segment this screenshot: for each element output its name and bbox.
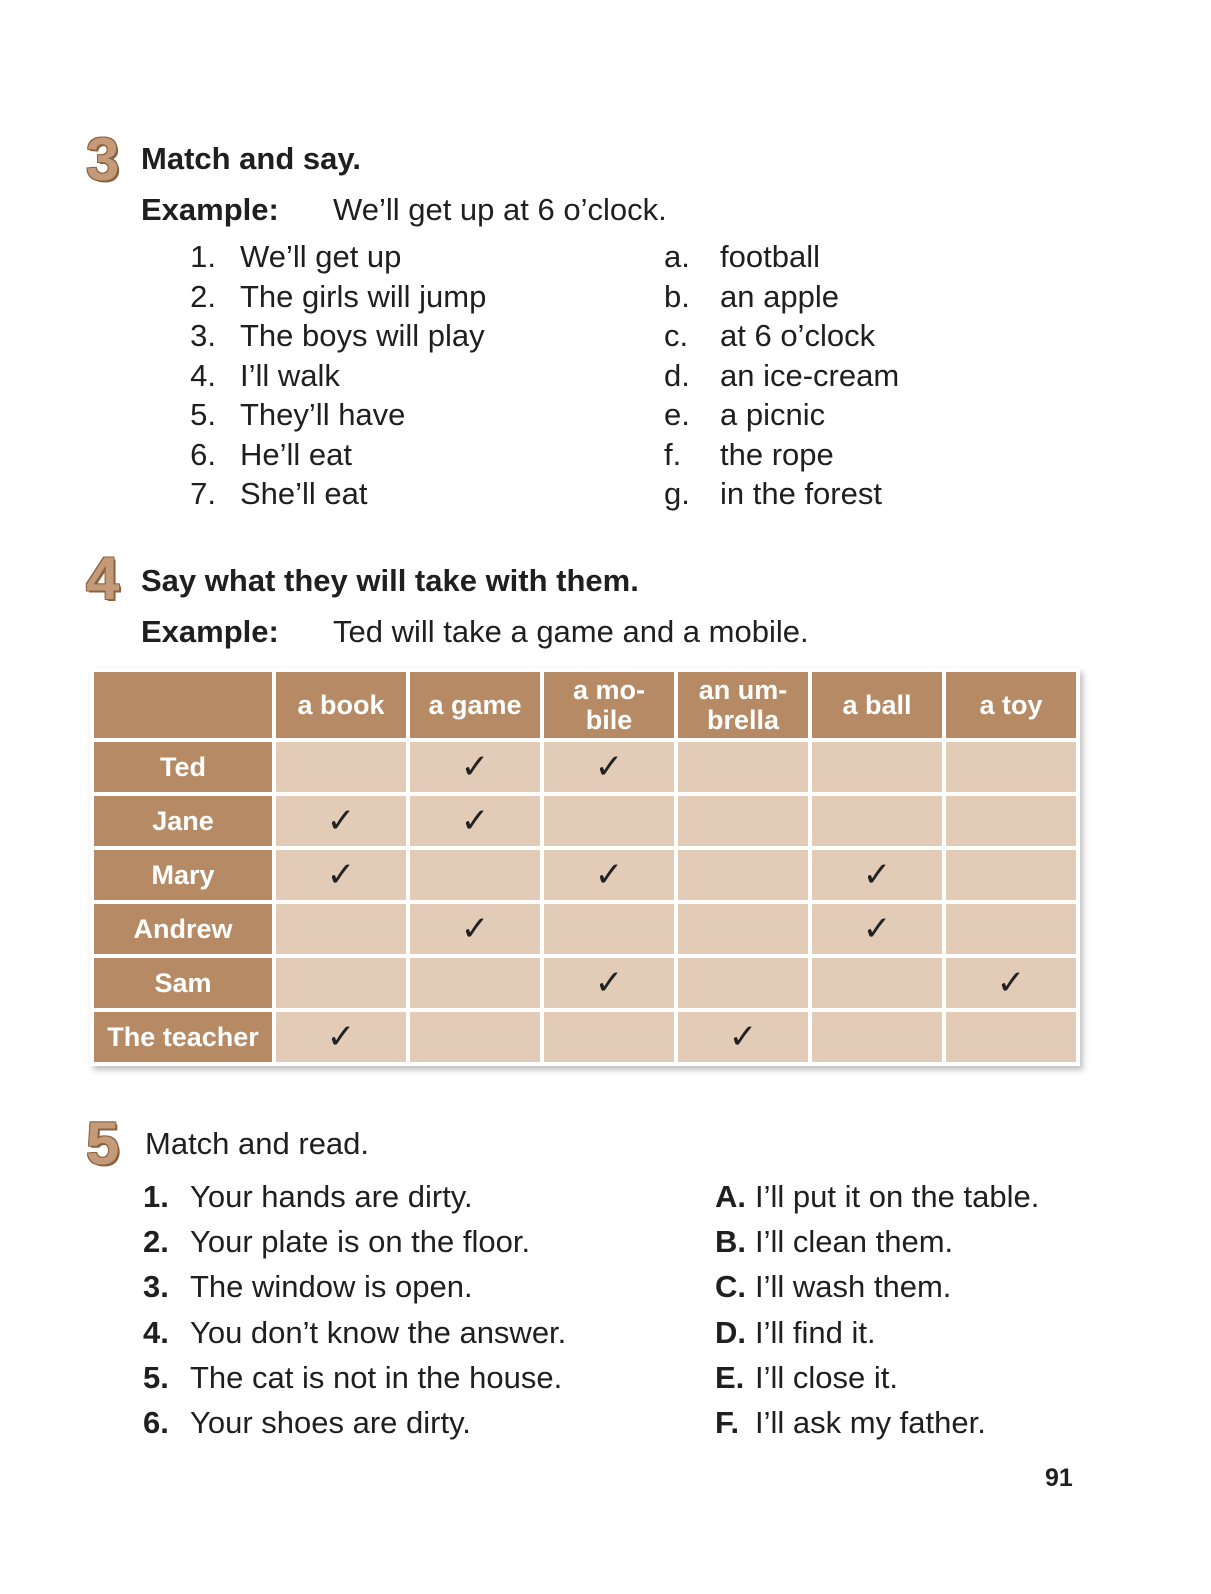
item-letter: B. bbox=[715, 1224, 746, 1260]
row-header: Sam bbox=[94, 958, 272, 1008]
item-number: 7. bbox=[190, 476, 216, 511]
item-letter: f. bbox=[664, 436, 682, 472]
column-header: a book bbox=[276, 672, 406, 738]
exercise-3-title: Match and say. bbox=[141, 141, 361, 176]
empty-cell bbox=[678, 796, 808, 846]
item-letter: A. bbox=[715, 1179, 746, 1214]
check-mark-icon: ✓ bbox=[812, 904, 942, 954]
check-mark-icon: ✓ bbox=[946, 958, 1076, 1008]
check-mark-icon: ✓ bbox=[276, 850, 406, 900]
list-item bbox=[160, 277, 486, 317]
item-text: Your hands are dirty. bbox=[190, 1179, 473, 1214]
item-text: Your shoes are dirty. bbox=[190, 1404, 471, 1440]
empty-cell bbox=[276, 958, 406, 1008]
check-mark-icon: ✓ bbox=[544, 958, 674, 1008]
item-number: 1. bbox=[143, 1179, 169, 1214]
item-number: 1. bbox=[190, 239, 216, 274]
check-mark-icon: ✓ bbox=[410, 904, 540, 954]
item-number: 6. bbox=[143, 1404, 169, 1440]
list-item bbox=[160, 356, 486, 396]
item-number: 5. bbox=[143, 1359, 169, 1395]
list-item bbox=[664, 237, 899, 277]
column-header: a toy bbox=[946, 672, 1076, 738]
empty-cell bbox=[946, 742, 1076, 792]
list-item bbox=[664, 435, 899, 475]
item-number: 3. bbox=[190, 318, 216, 353]
empty-cell bbox=[678, 742, 808, 792]
list-item bbox=[664, 356, 899, 396]
list-item bbox=[143, 1355, 566, 1400]
exercise-3-number: 3 bbox=[86, 126, 120, 193]
item-number: 5. bbox=[190, 397, 216, 432]
exercise-5-title: Match and read. bbox=[145, 1126, 370, 1161]
list-item bbox=[715, 1174, 1039, 1219]
list-item bbox=[664, 277, 899, 317]
empty-cell bbox=[410, 850, 540, 900]
empty-cell bbox=[544, 1012, 674, 1062]
item-text: They’ll have bbox=[240, 397, 406, 432]
items-table bbox=[90, 668, 1080, 1066]
item-letter: c. bbox=[664, 318, 689, 353]
empty-cell bbox=[276, 742, 406, 792]
item-text: I’ll ask my father. bbox=[755, 1404, 986, 1440]
check-mark-icon: ✓ bbox=[410, 796, 540, 846]
list-item bbox=[664, 395, 899, 435]
item-number: 4. bbox=[190, 357, 216, 393]
row-header: Ted bbox=[94, 742, 272, 792]
empty-cell bbox=[678, 958, 808, 1008]
item-text: You don’t know the answer. bbox=[190, 1314, 567, 1350]
exercise-5-right-list bbox=[715, 1174, 1039, 1445]
item-text: I’ll find it. bbox=[755, 1314, 876, 1350]
column-header: an um- brella bbox=[678, 672, 808, 738]
item-number: 3. bbox=[143, 1269, 169, 1305]
empty-cell bbox=[946, 1012, 1076, 1062]
empty-cell bbox=[410, 1012, 540, 1062]
list-item bbox=[143, 1219, 566, 1264]
check-mark-icon: ✓ bbox=[678, 1012, 808, 1062]
item-text: football bbox=[720, 239, 820, 274]
exercise-5-left-list bbox=[143, 1174, 566, 1445]
exercise-4-number: 4 bbox=[86, 545, 120, 612]
list-item bbox=[715, 1310, 1039, 1355]
item-text: The boys will play bbox=[240, 318, 485, 353]
exercise-4-example-text: Ted will take a game and a mobile. bbox=[333, 614, 809, 649]
exercise-4-example-label: Example: bbox=[141, 614, 279, 649]
list-item bbox=[160, 474, 486, 514]
row-header: Jane bbox=[94, 796, 272, 846]
item-letter: D. bbox=[715, 1314, 746, 1350]
item-text: a picnic bbox=[720, 397, 826, 432]
item-text: an apple bbox=[720, 278, 839, 314]
item-text: I’ll wash them. bbox=[755, 1269, 952, 1305]
item-number: 6. bbox=[190, 436, 216, 472]
exercise-3-example-label: Example: bbox=[141, 192, 279, 227]
row-header: Mary bbox=[94, 850, 272, 900]
column-header: a game bbox=[410, 672, 540, 738]
item-letter: C. bbox=[715, 1269, 746, 1305]
empty-cell bbox=[544, 796, 674, 846]
empty-cell bbox=[812, 1012, 942, 1062]
item-letter: d. bbox=[664, 357, 690, 393]
list-item bbox=[715, 1400, 1039, 1445]
check-mark-icon: ✓ bbox=[276, 1012, 406, 1062]
check-mark-icon: ✓ bbox=[544, 742, 674, 792]
row-header: Andrew bbox=[94, 904, 272, 954]
item-number: 2. bbox=[190, 278, 216, 314]
exercise-3-right-list bbox=[664, 237, 899, 514]
page-number: 91 bbox=[1045, 1464, 1073, 1492]
exercise-4-title: Say what they will take with them. bbox=[141, 563, 639, 598]
item-text: the rope bbox=[720, 436, 834, 472]
item-text: Your plate is on the floor. bbox=[190, 1224, 531, 1260]
item-text: at 6 o’clock bbox=[720, 318, 876, 353]
item-text: He’ll eat bbox=[240, 436, 352, 472]
list-item bbox=[160, 316, 486, 356]
empty-cell bbox=[812, 742, 942, 792]
empty-cell bbox=[276, 904, 406, 954]
exercise-3-left-list bbox=[160, 237, 486, 514]
check-mark-icon: ✓ bbox=[544, 850, 674, 900]
item-text: We’ll get up bbox=[240, 239, 402, 274]
list-item bbox=[715, 1219, 1039, 1264]
list-item bbox=[143, 1400, 566, 1445]
table-row bbox=[94, 958, 1076, 1008]
column-header: a mo- bile bbox=[544, 672, 674, 738]
exercise-3-example-text: We’ll get up at 6 o’clock. bbox=[333, 192, 667, 227]
empty-cell bbox=[410, 958, 540, 1008]
item-text: The window is open. bbox=[190, 1269, 473, 1305]
table-corner-cell bbox=[94, 672, 272, 738]
item-text: The girls will jump bbox=[240, 278, 487, 314]
check-mark-icon: ✓ bbox=[410, 742, 540, 792]
empty-cell bbox=[946, 796, 1076, 846]
item-text: I’ll clean them. bbox=[755, 1224, 954, 1260]
item-text: I’ll walk bbox=[240, 357, 340, 393]
item-letter: g. bbox=[664, 476, 690, 511]
item-number: 4. bbox=[143, 1314, 169, 1350]
list-item bbox=[664, 316, 899, 356]
list-item bbox=[160, 395, 486, 435]
item-number: 2. bbox=[143, 1224, 169, 1260]
item-text: I’ll put it on the table. bbox=[755, 1179, 1040, 1214]
item-text: an ice-cream bbox=[720, 357, 900, 393]
item-text: The cat is not in the house. bbox=[190, 1359, 563, 1395]
empty-cell bbox=[812, 958, 942, 1008]
item-letter: a. bbox=[664, 239, 690, 274]
item-letter: e. bbox=[664, 397, 690, 432]
check-mark-icon: ✓ bbox=[276, 796, 406, 846]
list-item bbox=[143, 1264, 566, 1309]
table-row bbox=[94, 742, 1076, 792]
item-letter: E. bbox=[715, 1359, 745, 1395]
item-text: in the forest bbox=[720, 476, 882, 511]
table-row bbox=[94, 850, 1076, 900]
empty-cell bbox=[544, 904, 674, 954]
item-text: I’ll close it. bbox=[755, 1359, 898, 1395]
item-letter: F. bbox=[715, 1404, 740, 1440]
list-item bbox=[143, 1310, 566, 1355]
list-item bbox=[160, 237, 486, 277]
table-row bbox=[94, 904, 1076, 954]
list-item bbox=[160, 435, 486, 475]
list-item bbox=[143, 1174, 566, 1219]
list-item bbox=[664, 474, 899, 514]
empty-cell bbox=[946, 904, 1076, 954]
column-header: a ball bbox=[812, 672, 942, 738]
item-text: She’ll eat bbox=[240, 476, 368, 511]
exercise-5-number: 5 bbox=[86, 1110, 120, 1177]
empty-cell bbox=[678, 904, 808, 954]
table-row bbox=[94, 796, 1076, 846]
empty-cell bbox=[812, 796, 942, 846]
list-item bbox=[715, 1355, 1039, 1400]
row-header: The teacher bbox=[94, 1012, 272, 1062]
item-letter: b. bbox=[664, 278, 690, 314]
table-row bbox=[94, 1012, 1076, 1062]
list-item bbox=[715, 1264, 1039, 1309]
empty-cell bbox=[678, 850, 808, 900]
check-mark-icon: ✓ bbox=[812, 850, 942, 900]
empty-cell bbox=[946, 850, 1076, 900]
table-header-row bbox=[94, 672, 1076, 738]
